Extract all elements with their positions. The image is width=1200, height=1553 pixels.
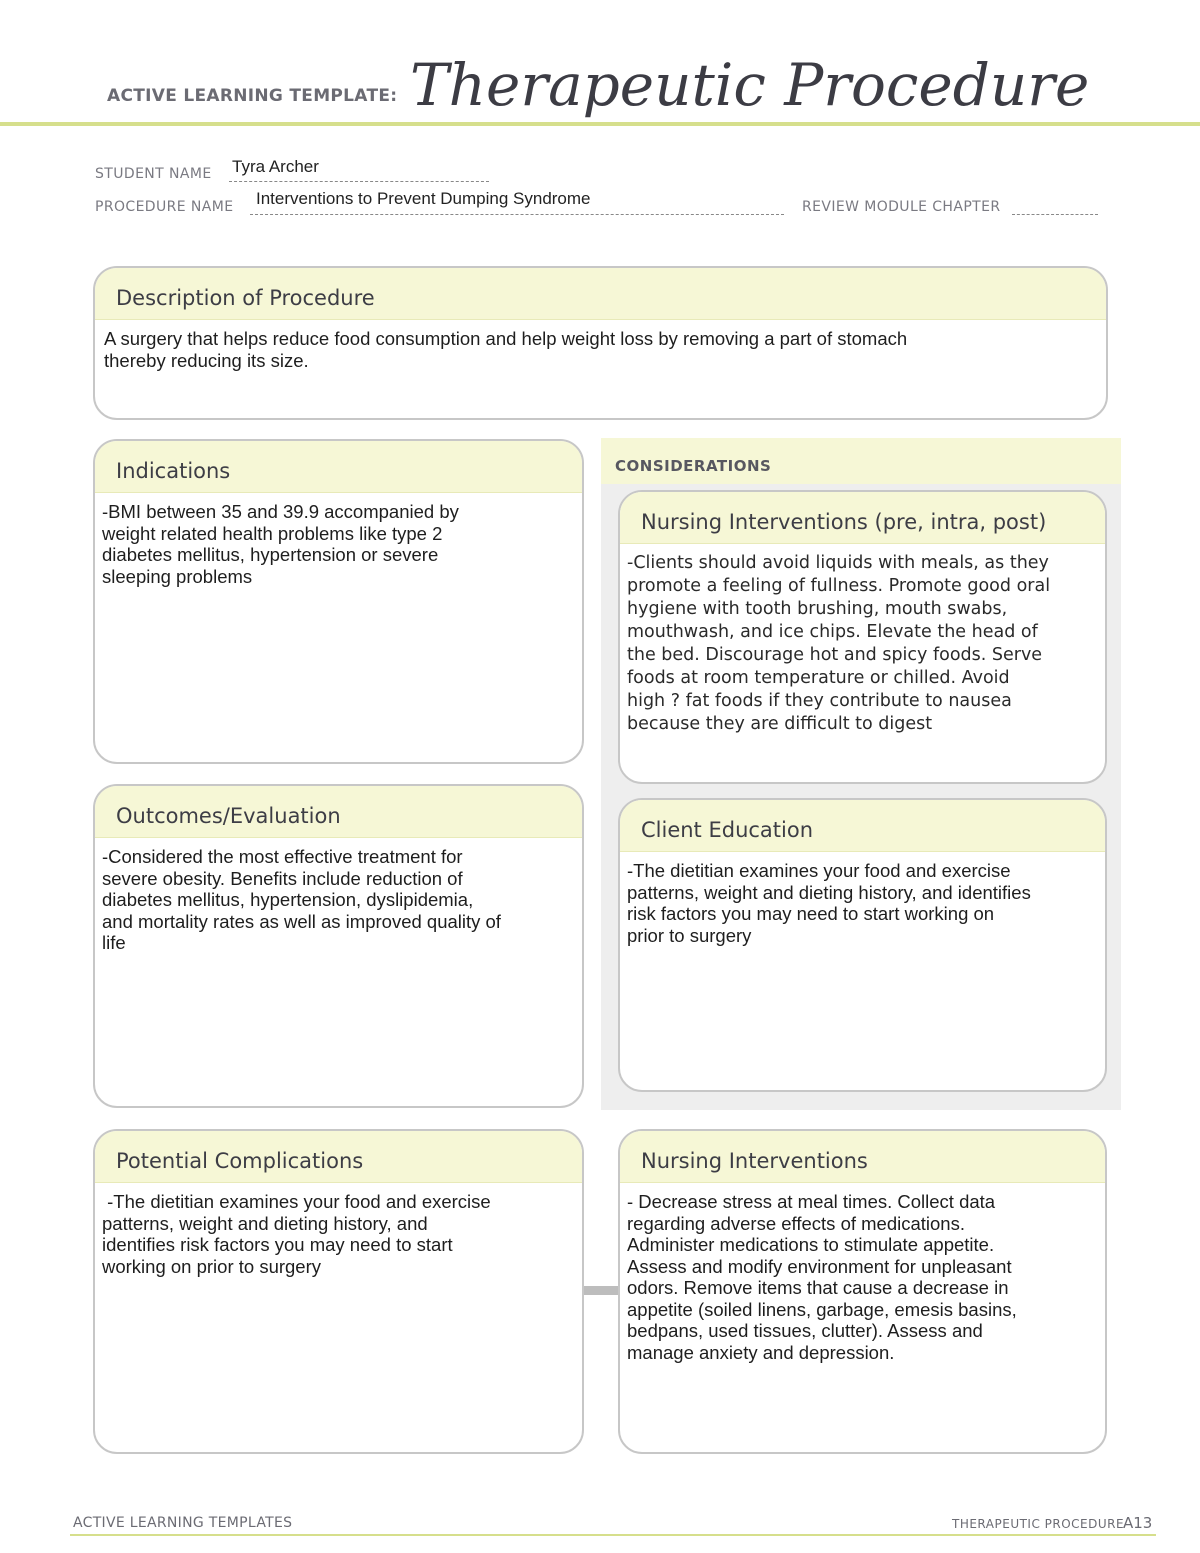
outcomes-text[interactable]: -Considered the most effective treatment for severe obesity. Benefits include reduction of diabetes mellitus, hypertension, dyslipidemia, and mortality rates as well as improved quality of life: [102, 846, 501, 953]
nursing-pre-intra-post-text[interactable]: -Clients should avoid liquids with meals, as they promote a feeling of fullness. Promote good oral hygiene with tooth brushing, mouth swabs, mouthwash, and ice chips. Elevate the head of the bed. Discourage hot and spicy foods. Serve foods at room temperature or chilled. Avoid high ? fat foods if they contribute to nausea because they are difficult to digest: [627, 553, 1051, 734]
complications-title: Potential Complications: [95, 1131, 582, 1183]
description-text[interactable]: A surgery that helps reduce food consumption and help weight loss by removing a part of stomach thereby reducing its size.: [104, 328, 908, 371]
review-module-underline: [1012, 214, 1098, 215]
header-rule: [0, 122, 1200, 126]
procedure-name-underline: [250, 214, 784, 215]
complications-box: [93, 1129, 584, 1454]
review-module-label: REVIEW MODULE CHAPTER: [802, 199, 1001, 215]
complications-text[interactable]: -The dietitian examines your food and exercise patterns, weight and dieting history, and identifies risk factors you may need to start working on prior to surgery: [102, 1191, 491, 1277]
client-education-box: [618, 798, 1107, 1092]
nursing-interventions-text[interactable]: - Decrease stress at meal times. Collect data regarding adverse effects of medications. Administer medications to stimulate appetite. Assess and modify environment for unpleasant odors. Remove items that cause a decrease in appetite (soiled linens, garbage, emesis basins, bedpans, used tissues, clutter). Assess and manage anxiety and depression.: [627, 1191, 1017, 1363]
page-number: A13: [1123, 1514, 1153, 1532]
template-label: ACTIVE LEARNING TEMPLATE:: [107, 86, 398, 106]
student-name-underline: [229, 181, 489, 182]
considerations-title: CONSIDERATIONS: [615, 457, 772, 475]
student-name-label: STUDENT NAME: [95, 166, 212, 182]
client-education-text[interactable]: -The dietitian examines your food and exercise patterns, weight and dieting history, and identifies risk factors you may need to start working on prior to surgery: [627, 860, 1031, 946]
footer-right: THERAPEUTIC PROCEDURE: [952, 1517, 1125, 1531]
page-title: Therapeutic Procedure: [410, 51, 1090, 119]
procedure-name-label: PROCEDURE NAME: [95, 199, 234, 215]
student-name-field[interactable]: Tyra Archer: [232, 157, 319, 176]
nursing-pre-intra-post-title: Nursing Interventions (pre, intra, post): [620, 492, 1105, 544]
procedure-name-field[interactable]: Interventions to Prevent Dumping Syndrome: [256, 189, 591, 208]
nursing-pre-intra-post-box: [618, 490, 1107, 784]
outcomes-box: [93, 784, 584, 1108]
indications-title: Indications: [95, 441, 582, 493]
nursing-interventions-title: Nursing Interventions: [620, 1131, 1105, 1183]
nursing-interventions-box: [618, 1129, 1107, 1454]
description-title: Description of Procedure: [95, 268, 1106, 320]
client-education-title: Client Education: [620, 800, 1105, 852]
indications-text[interactable]: -BMI between 35 and 39.9 accompanied by weight related health problems like type 2 diabetes mellitus, hypertension or severe sleeping problems: [102, 501, 459, 587]
footer-rule: [70, 1534, 1156, 1536]
box-connector: [584, 1286, 621, 1295]
indications-box: [93, 439, 584, 764]
footer-left: ACTIVE LEARNING TEMPLATES: [73, 1515, 293, 1531]
outcomes-title: Outcomes/Evaluation: [95, 786, 582, 838]
description-box: [93, 266, 1108, 420]
